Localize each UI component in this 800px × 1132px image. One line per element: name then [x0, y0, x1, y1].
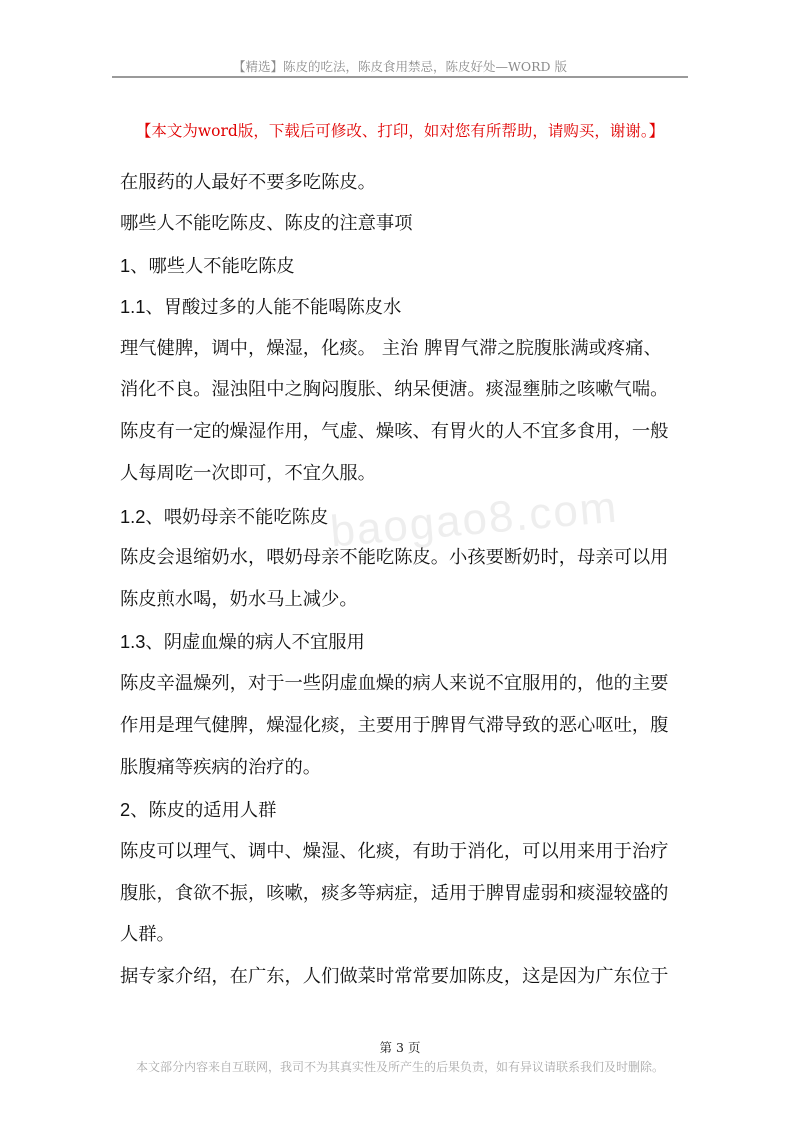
section-heading: 1、哪些人不能吃陈皮: [120, 255, 295, 276]
footer-disclaimer: 本文部分内容来自互联网，我司不为其真实性及所产生的后果负责，如有异议请联系我们及时删除。: [135, 1060, 664, 1074]
body-text-line: 在服药的人最好不要多吃陈皮。: [120, 171, 376, 192]
body-text-line: 陈皮辛温燥列，对于一些阴虚血燥的病人来说不宜服用的，他的主要: [120, 673, 669, 694]
body-text-line: 消化不良。湿浊阻中之胸闷腹胀、纳呆便溏。痰湿壅肺之咳嗽气喘。: [120, 379, 669, 400]
page-header: 【精选】陈皮的吃法，陈皮食用禁忌，陈皮好处—WORD 版: [232, 59, 567, 74]
header-divider: [112, 76, 688, 78]
body-text-line: 腹胀，食欲不振，咳嗽，痰多等病症，适用于脾胃虚弱和痰湿较盛的: [120, 883, 669, 904]
section-heading: 1.2、喂奶母亲不能吃陈皮: [120, 506, 329, 527]
body-text-line: 陈皮煎水喝，奶水马上减少。: [120, 589, 358, 610]
body-text-line: 理气健脾，调中，燥湿，化痰。 主治 脾胃气滞之脘腹胀满或疼痛、: [120, 338, 662, 359]
body-text-line: 陈皮会退缩奶水，喂奶母亲不能吃陈皮。小孩要断奶时，母亲可以用: [120, 547, 669, 568]
page-number: 第 3 页: [379, 1040, 421, 1055]
body-text-line: 人每周吃一次即可，不宜久服。: [120, 463, 376, 484]
section-heading: 1.1、胃酸过多的人能不能喝陈皮水: [120, 296, 402, 317]
section-heading: 1.3、阴虚血燥的病人不宜服用: [120, 631, 365, 652]
body-text-line: 作用是理气健脾，燥湿化痰，主要用于脾胃气滞导致的恶心呕吐，腹: [120, 715, 669, 736]
body-text-line: 陈皮有一定的燥湿作用，气虚、燥咳、有胃火的人不宜多食用，一般: [120, 421, 669, 442]
body-text-line: 哪些人不能吃陈皮、陈皮的注意事项: [120, 212, 413, 233]
body-text-line: 据专家介绍，在广东，人们做菜时常常要加陈皮，这是因为广东位于: [120, 966, 669, 987]
body-text-line: 胀腹痛等疾病的治疗的。: [120, 757, 322, 778]
section-heading: 2、陈皮的适用人群: [120, 799, 277, 820]
body-text-line: 陈皮可以理气、调中、燥湿、化痰，有助于消化，可以用来用于治疗: [120, 841, 669, 862]
purchase-notice: 【本文为word版，下载后可修改、打印，如对您有所帮助，请购买，谢谢。】: [135, 122, 665, 140]
body-text-line: 人群。: [120, 924, 175, 945]
watermark: baogao8.com: [328, 482, 621, 557]
